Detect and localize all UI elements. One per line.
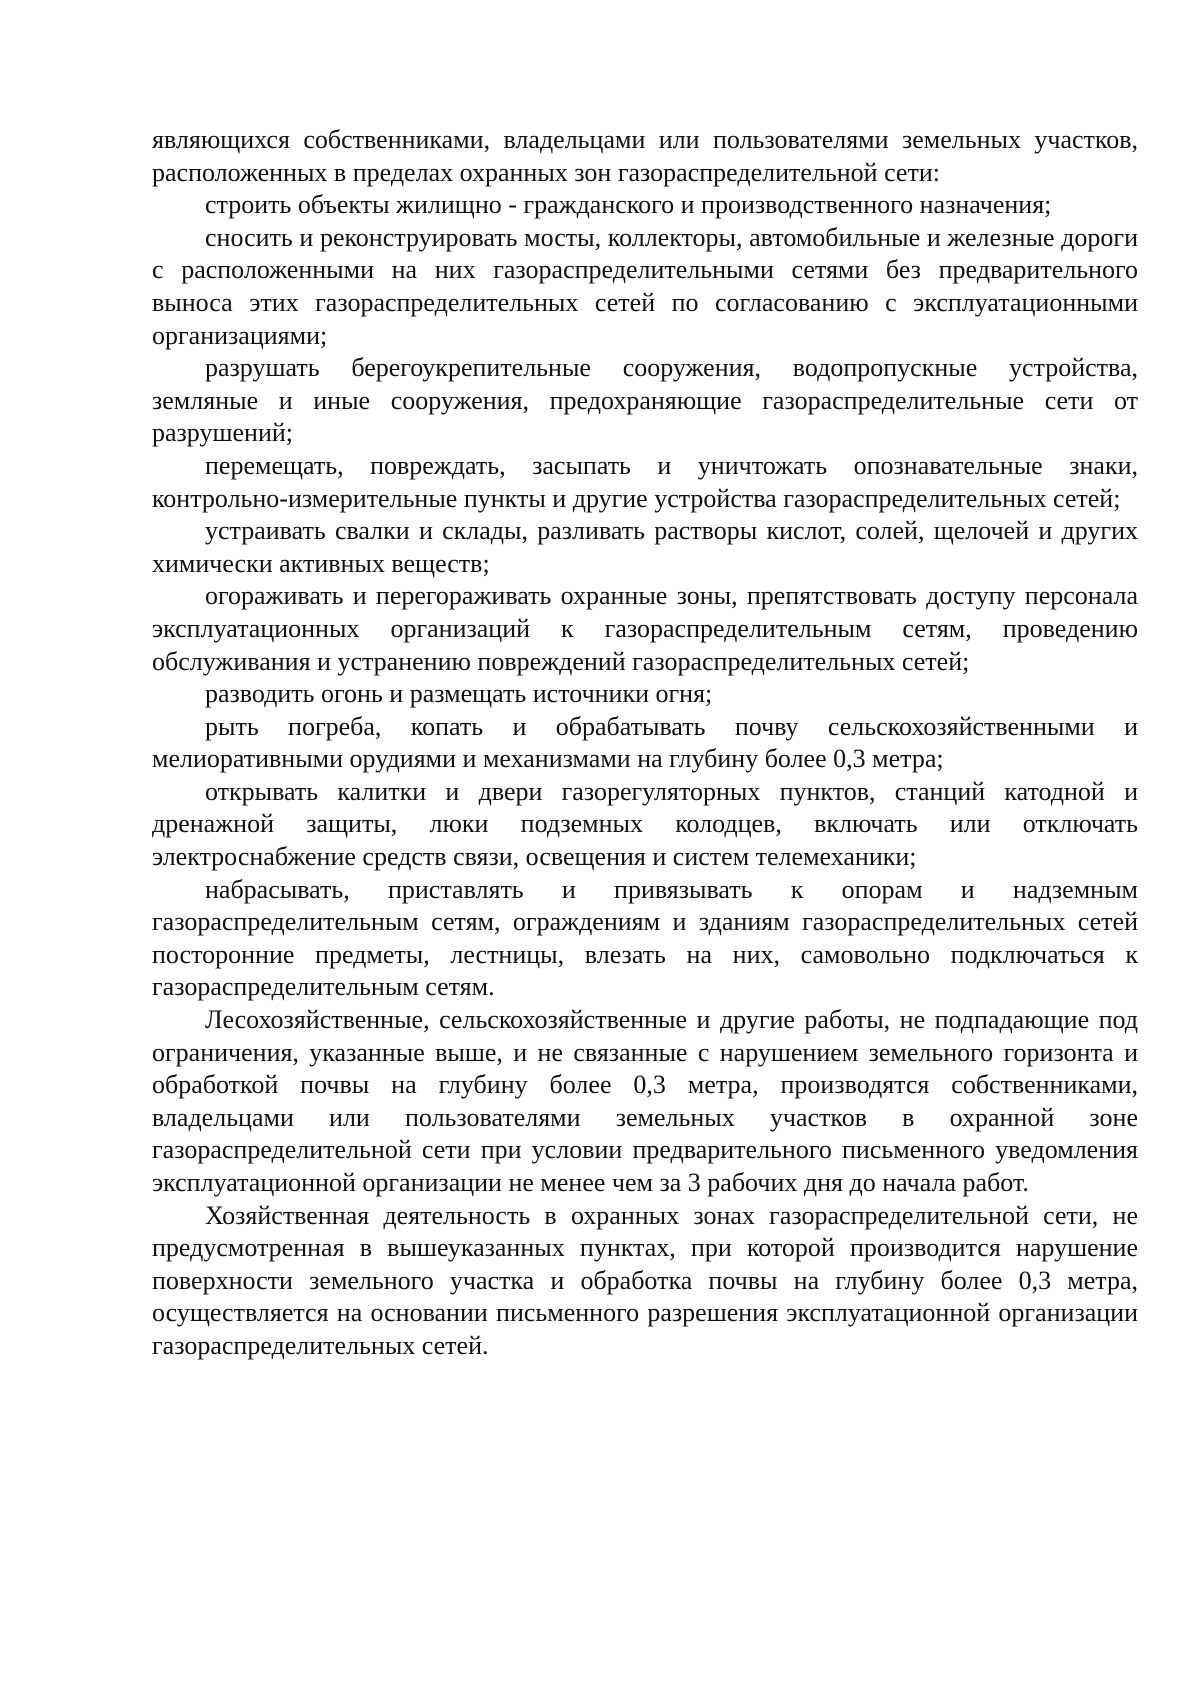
- list-item-dig: рыть погреба, копать и обрабатывать почву сельскохозяйственными и мелиоративными орудиями и механизмами на глубину более 0,3 метра;: [152, 711, 1138, 774]
- list-item-fence: огораживать и перегораживать охранные зоны, препятствовать доступу персонала эксплуатационных организаций к газораспределительным сетям, проведению обслуживания и устранению повреждений газораспределительных сетей;: [152, 581, 1138, 676]
- list-item-dumps: устраивать свалки и склады, разливать растворы кислот, солей, щелочей и других химически активных веществ;: [152, 516, 1138, 578]
- list-item-build: строить объекты жилищно - гражданского и производственного назначения;: [205, 190, 1052, 220]
- list-item-fire: разводить огонь и размещать источники огня;: [205, 679, 713, 709]
- list-item-open-doors: открывать калитки и двери газорегуляторных пунктов, станций катодной и дренажной защиты, люки подземных колодцев, включать или отключать электроснабжение средств связи, освещения и систем телемеханики;: [152, 776, 1138, 872]
- list-item-demolish: сносить и реконструировать мосты, коллекторы, автомобильные и железные дороги с расположенными на них газораспределительными сетями без предварительного выноса этих газораспределительных сетей по согласованию с эксплуатационными организациями;: [152, 222, 1138, 350]
- list-item-move-signs: перемещать, повреждать, засыпать и уничтожать опознавательные знаки, контрольно-измерительные пункты и другие устройства газораспределительных сетей;: [152, 450, 1138, 513]
- paragraph-continuation: являющихся собственниками, владельцами или пользователями земельных участков, расположенных в пределах охранных зон газораспределительной сети:: [152, 125, 1138, 187]
- document-body: [152, 124, 1138, 1363]
- paragraph-economic-activity: Хозяйственная деятельность в охранных зонах газораспределительной сети, не предусмотренная в вышеуказанных пунктах, при которой производится нарушение поверхности земельного участка и обработка почвы на глубину более 0,3 метра, осуществляется на основании письменного разрешения эксплуатационной организации газораспределительных сетей.: [152, 1200, 1138, 1360]
- list-item-destroy-structures: разрушать берегоукрепительные сооружения, водопропускные устройства, земляные и иные сооружения, предохраняющие газораспределительные сети от разрушений;: [152, 353, 1138, 448]
- paragraph-forestry-works: Лесохозяйственные, сельскохозяйственные и другие работы, не подпадающие под ограничения, указанные выше, и не связанные с нарушением земельного горизонта и обработкой почвы на глубину более 0,3 метра, производятся собственниками, владельцами или пользователями земельных участков в охранной зоне газораспределительной сети при условии предварительного письменного уведомления эксплуатационной организации не менее чем за 3 рабочих дня до начала работ.: [152, 1005, 1138, 1197]
- list-item-attach-objects: набрасывать, приставлять и привязывать к опорам и надземным газораспределительным сетям, ограждениям и зданиям газораспределительных сетей посторонние предметы, лестницы, влезать на них, самовольно подключаться к газораспределительным сетям.: [152, 874, 1138, 1002]
